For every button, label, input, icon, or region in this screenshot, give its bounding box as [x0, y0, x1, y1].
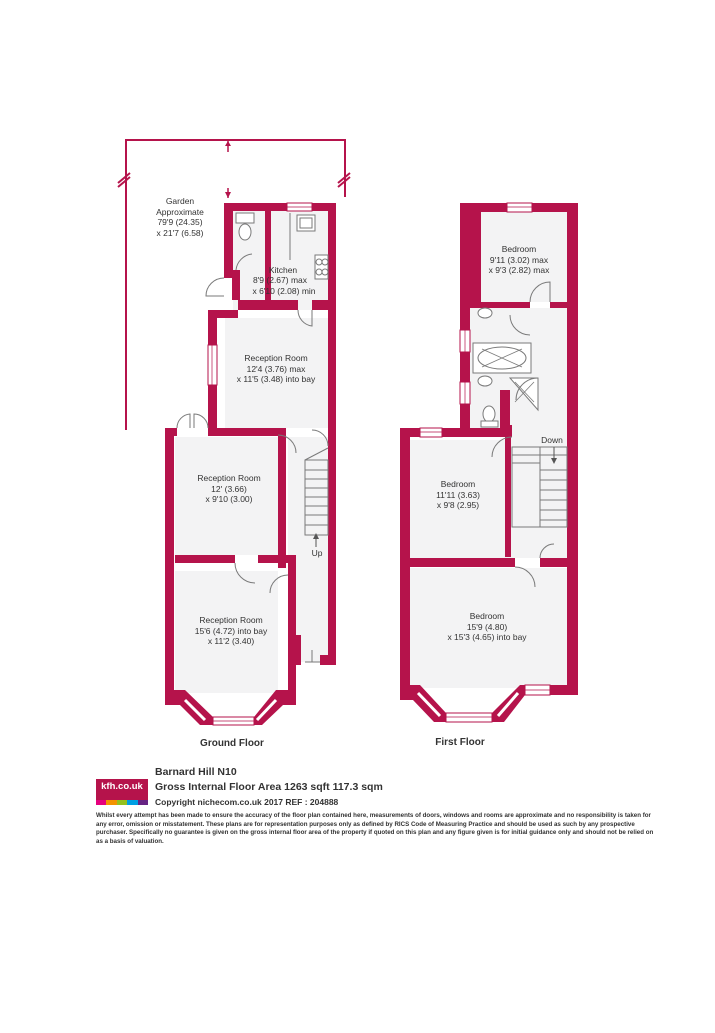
stairs-down-label: Down — [541, 435, 563, 445]
reception-2-line1: 12' (3.66) — [211, 484, 247, 494]
logo-color-segment — [96, 800, 106, 805]
reception-2-name: Reception Room — [197, 473, 261, 483]
gross-floor-area: Gross Internal Floor Area 1263 sqft 117.3 sqm — [155, 781, 383, 793]
property-address: Barnard Hill N10 — [155, 766, 237, 778]
kitchen-name: Kitchen — [268, 265, 298, 275]
reception-3-line2: x 11'2 (3.40) — [207, 636, 255, 646]
copyright-text: Copyright nichecom.co.uk 2017 REF : 204888 — [155, 797, 339, 807]
garden-line3: x 21'7 (6.58) — [156, 228, 204, 238]
logo-color-bar — [96, 800, 148, 805]
logo-text: kfh.co.uk — [101, 781, 143, 792]
bedroom-3-line2: x 15'3 (4.65) into bay — [447, 632, 527, 642]
garden-line2: 79'9 (24.35) — [157, 217, 203, 227]
logo-color-segment — [117, 800, 127, 805]
reception-1-name: Reception Room — [244, 353, 308, 363]
stairs-up-label: Up — [311, 548, 323, 558]
bedroom-2-line1: 11'11 (3.63) — [436, 490, 480, 500]
kitchen-line1: 8'9 (2.67) max — [252, 275, 308, 285]
ground-floor-label: Ground Floor — [200, 738, 264, 749]
reception-3-name: Reception Room — [199, 615, 263, 625]
reception-1-line2: x 11'5 (3.48) into bay — [236, 374, 316, 384]
bedroom-1-line1: 9'11 (3.02) max — [489, 255, 549, 265]
first-floor-plan — [400, 203, 578, 722]
bedroom-1-name: Bedroom — [501, 244, 537, 254]
logo-color-segment — [106, 800, 116, 805]
bedroom-2-line2: x 9'8 (2.95) — [436, 500, 480, 510]
bedroom-3-name: Bedroom — [469, 611, 505, 621]
bedroom-3-line1: 15'9 (4.80) — [466, 622, 508, 632]
garden-name: Garden — [165, 196, 195, 206]
reception-2-line2: x 9'10 (3.00) — [205, 494, 253, 504]
first-floor-label: First Floor — [435, 737, 485, 748]
bedroom-1-line2: x 9'3 (2.82) max — [488, 265, 550, 275]
kfh-logo[interactable] — [96, 779, 148, 805]
kitchen-line2: x 6'10 (2.08) min — [252, 286, 316, 296]
garden-line1: Approximate — [156, 207, 204, 217]
logo-color-segment — [138, 800, 148, 805]
reception-1-line1: 12'4 (3.76) max — [246, 364, 306, 374]
bedroom-2-name: Bedroom — [440, 479, 476, 489]
reception-3-line1: 15'6 (4.72) into bay — [194, 626, 268, 636]
logo-color-segment — [127, 800, 137, 805]
disclaimer-text: Whilst every attempt has been made to ensure the accuracy of the floor plan contained here, measurements of doors, windows and rooms are approximate and no responsibility is taken for any error, omission or misstatement. These plans are for representation purposes only as defined by RICS Code of Measuring Practice and should be used as such by any prospective purchaser. Specifically no guarantee is given on the gross internal floor area of the property if quoted on this plan and any figure given is for initial guidance only and should not be relied on as a basis of valuation. — [96, 812, 654, 845]
